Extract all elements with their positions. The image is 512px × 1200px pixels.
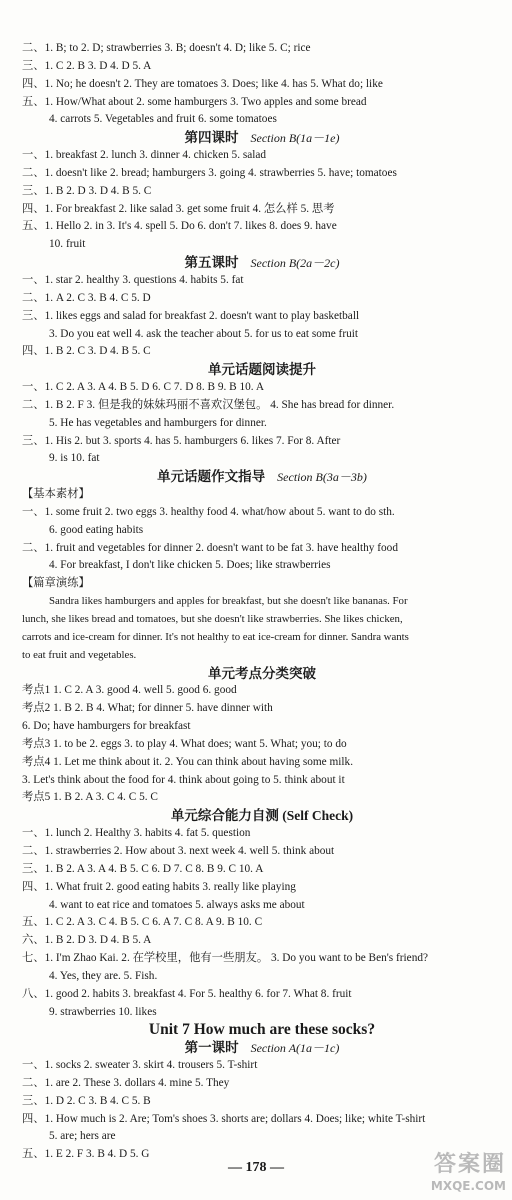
answer-line (22, 183, 502, 201)
line-text: 10. fruit (49, 238, 86, 251)
section-label: Section B(2a－2c) (250, 256, 340, 271)
line-text: 二、1. B; to 2. D; strawberries 3. B; doesn't 4. D; like 5. C; rice (22, 42, 311, 54)
line-text: 二、1. doesn't like 2. bread; hamburgers 3. going 4. strawberries 5. have; tomatoes (22, 166, 397, 179)
line-text: 5. He has vegetables and hamburgers for dinner. (49, 416, 267, 429)
section-heading (22, 468, 502, 486)
line-text: 四、1. For breakfast 2. like salad 3. get some fruit 4. 怎么样 5. 思考 (22, 202, 335, 215)
answer-line (22, 58, 502, 76)
answer-line (22, 736, 502, 754)
answer-line (22, 397, 502, 415)
line-text: 五、1. Hello 2. in 3. It's 4. spell 5. Do 6. don't 7. likes 8. does 9. have (22, 220, 337, 233)
line-text: 第五课时 (184, 255, 239, 271)
answer-line (22, 789, 502, 807)
answer-line (22, 236, 502, 254)
line-text: 考点2 1. B 2. B 4. What; for dinner 5. have dinner with (22, 702, 273, 715)
line-text: 五、1. How/What about 2. some hamburgers 3. Two apples and some bread (22, 95, 367, 108)
line-text: 三、1. B 2. A 3. A 4. B 5. C 6. D 7. C 8. B 9. C 10. A (22, 862, 264, 875)
section-heading (22, 1039, 502, 1057)
answer-line (22, 343, 502, 361)
answer-line (22, 897, 502, 915)
line-text: 七、1. I'm Zhao Kai. 2. 在学校里，他有一些朋友。 3. Do you want to be Ben's friend? (22, 952, 428, 965)
answer-line (22, 379, 502, 397)
line-text: 五、1. C 2. A 3. C 4. B 5. C 6. A 7. C 8. A 9. B 10. C (22, 916, 263, 929)
answer-line (22, 593, 502, 611)
line-text: 9. is 10. fat (49, 452, 100, 465)
answer-line (22, 575, 502, 593)
answer-line (22, 629, 502, 647)
line-text: 四、1. What fruit 2. good eating habits 3. really like playing (22, 880, 296, 893)
answer-line (22, 718, 502, 736)
line-text: 二、1. strawberries 2. How about 3. next week 4. well 5. think about (22, 844, 335, 857)
answer-line (22, 165, 502, 183)
answer-line (22, 879, 502, 897)
line-text: 一、1. C 2. A 3. A 4. B 5. D 6. C 7. D 8. B 9. B 10. A (22, 381, 264, 394)
line-text: 考点4 1. Let me think about it. 2. You can think about having some milk. (22, 755, 354, 768)
line-text: 三、1. B 2. D 3. D 4. B 5. C (22, 184, 152, 197)
answer-line (22, 1075, 502, 1093)
answer-line (22, 861, 502, 879)
answer-line (22, 647, 502, 665)
watermark (390, 1152, 506, 1196)
line-text: 单元综合能力自测 (Self Check) (170, 808, 354, 824)
line-text: 考点3 1. to be 2. eggs 3. to play 4. What does; want 5. What; you; to do (22, 737, 347, 750)
line-text: 单元考点分类突破 (208, 665, 316, 681)
line-text: 5. are; hers are (49, 1130, 116, 1143)
line-text: 五、1. E 2. F 3. B 4. D 5. G (22, 1148, 150, 1161)
section-heading (22, 129, 502, 147)
answer-line (22, 986, 502, 1004)
section-label: Section B(3a－3b) (277, 470, 367, 485)
line-text: 3. Do you eat well 4. ask the teacher about 5. for us to eat some fruit (49, 327, 359, 340)
line-text: 二、1. are 2. These 3. dollars 4. mine 5. They (22, 1076, 230, 1089)
answer-line (22, 843, 502, 861)
line-text: 一、1. breakfast 2. lunch 3. dinner 4. chicken 5. salad (22, 149, 267, 162)
line-text: 二、1. B 2. F 3. 但是我的妹妹玛丽不喜欢汉堡包。 4. She has bread for dinner. (22, 398, 395, 411)
answer-line (22, 1093, 502, 1111)
line-text: 一、1. star 2. healthy 3. questions 4. habits 5. fat (22, 273, 244, 286)
line-text: 4. carrots 5. Vegetables and fruit 6. some tomatoes (49, 113, 277, 126)
line-text: 【基本素材】 (22, 488, 90, 501)
section-heading (22, 361, 502, 379)
answer-line (22, 772, 502, 790)
line-text: 六、1. B 2. D 3. D 4. B 5. A (22, 934, 152, 947)
answer-line (22, 1111, 502, 1129)
line-text: 单元话题阅读提升 (208, 362, 316, 378)
watermark-url: MXQE.COM (430, 1179, 506, 1193)
line-text: 6. good eating habits (49, 523, 144, 536)
page-number: — 178 — (228, 1160, 284, 1175)
answer-line (22, 433, 502, 451)
answer-line (22, 272, 502, 290)
line-text: 三、1. C 2. B 3. D 4. D 5. A (22, 59, 152, 72)
line-text: 9. strawberries 10. likes (49, 1005, 157, 1018)
answer-line (22, 504, 502, 522)
line-text: 6. Do; have hamburgers for breakfast (22, 720, 191, 733)
line-text: 第一课时 (184, 1040, 239, 1056)
line-text: 第四课时 (184, 130, 239, 146)
line-text: 【篇章演练】 (22, 577, 90, 590)
section-label: Section B(1a－1e) (250, 131, 340, 146)
watermark-logo: 答案圈 (433, 1152, 506, 1177)
line-text: 二、1. A 2. C 3. B 4. C 5. D (22, 291, 151, 304)
section-heading (22, 665, 502, 683)
answer-line (22, 415, 502, 433)
answer-lines (22, 40, 502, 1164)
line-text: carrots and ice-cream for dinner. It's not healthy to eat ice-cream for dinner. Sandra wants (22, 630, 409, 643)
unit-title (22, 1021, 502, 1039)
answer-line (22, 932, 502, 950)
answer-line (22, 682, 502, 700)
answer-line (22, 540, 502, 558)
section-heading (22, 254, 502, 272)
answer-line (22, 700, 502, 718)
answer-line (22, 40, 502, 58)
answer-line (22, 326, 502, 344)
line-text: 4. Yes, they are. 5. Fish. (49, 969, 158, 982)
line-text: 一、1. some fruit 2. two eggs 3. healthy food 4. what/how about 5. want to do sth. (22, 505, 395, 518)
line-text: 考点1 1. C 2. A 3. good 4. well 5. good 6. good (22, 684, 237, 697)
answer-line (22, 308, 502, 326)
answer-line (22, 825, 502, 843)
answer-line (22, 486, 502, 504)
answer-line (22, 968, 502, 986)
line-text: 3. Let's think about the food for 4. think about going to 5. think about it (22, 773, 345, 786)
line-text: 四、1. B 2. C 3. D 4. B 5. C (22, 345, 151, 358)
line-text: 八、1. good 2. habits 3. breakfast 4. For 5. healthy 6. for 7. What 8. fruit (22, 987, 352, 1000)
line-text: 四、1. How much is 2. Are; Tom's shoes 3. shorts are; dollars 4. Does; like; white T-shirt (22, 1112, 426, 1125)
answer-line (22, 522, 502, 540)
line-text: 四、1. No; he doesn't 2. They are tomatoes 3. Does; like 4. has 5. What do; like (22, 77, 383, 90)
line-text: Unit 7 How much are these socks? (148, 1021, 376, 1039)
line-text: to eat fruit and vegetables. (22, 648, 137, 661)
answer-line (22, 76, 502, 94)
answer-line (22, 147, 502, 165)
line-text: 一、1. lunch 2. Healthy 3. habits 4. fat 5. question (22, 827, 251, 840)
line-text: 三、1. His 2. but 3. sports 4. has 5. hamburgers 6. likes 7. For 8. After (22, 434, 341, 447)
line-text: 一、1. socks 2. sweater 3. skirt 4. trousers 5. T-shirt (22, 1059, 258, 1072)
answer-line (22, 290, 502, 308)
section-heading (22, 807, 502, 825)
answer-line (22, 754, 502, 772)
line-text: 4. For breakfast, I don't like chicken 5. Does; like strawberries (49, 559, 331, 572)
answer-line (22, 557, 502, 575)
answer-line (22, 611, 502, 629)
answer-line (22, 94, 502, 112)
answer-line (22, 111, 502, 129)
answer-line (22, 1004, 502, 1022)
answer-line (22, 1057, 502, 1075)
answer-line (22, 950, 502, 968)
line-text: 4. want to eat rice and tomatoes 5. always asks me about (49, 898, 305, 911)
answer-line (22, 450, 502, 468)
line-text: 三、1. likes eggs and salad for breakfast 2. doesn't want to play basketball (22, 309, 360, 322)
line-text: Sandra likes hamburgers and apples for breakfast, but she doesn't like bananas. For (49, 595, 408, 608)
section-label: Section A(1a－1c) (250, 1041, 340, 1056)
line-text: 三、1. D 2. C 3. B 4. C 5. B (22, 1094, 151, 1107)
answer-line (22, 201, 502, 219)
answer-line (22, 218, 502, 236)
answer-line (22, 1128, 502, 1146)
line-text: 考点5 1. B 2. A 3. C 4. C 5. C (22, 791, 158, 804)
line-text: 单元话题作文指导 (157, 469, 266, 485)
answer-line (22, 914, 502, 932)
line-text: lunch, she likes bread and tomatoes, but she doesn't like strawberries. She likes chicken, (22, 613, 403, 625)
line-text: 二、1. fruit and vegetables for dinner 2. doesn't want to be fat 3. have healthy food (22, 541, 398, 554)
